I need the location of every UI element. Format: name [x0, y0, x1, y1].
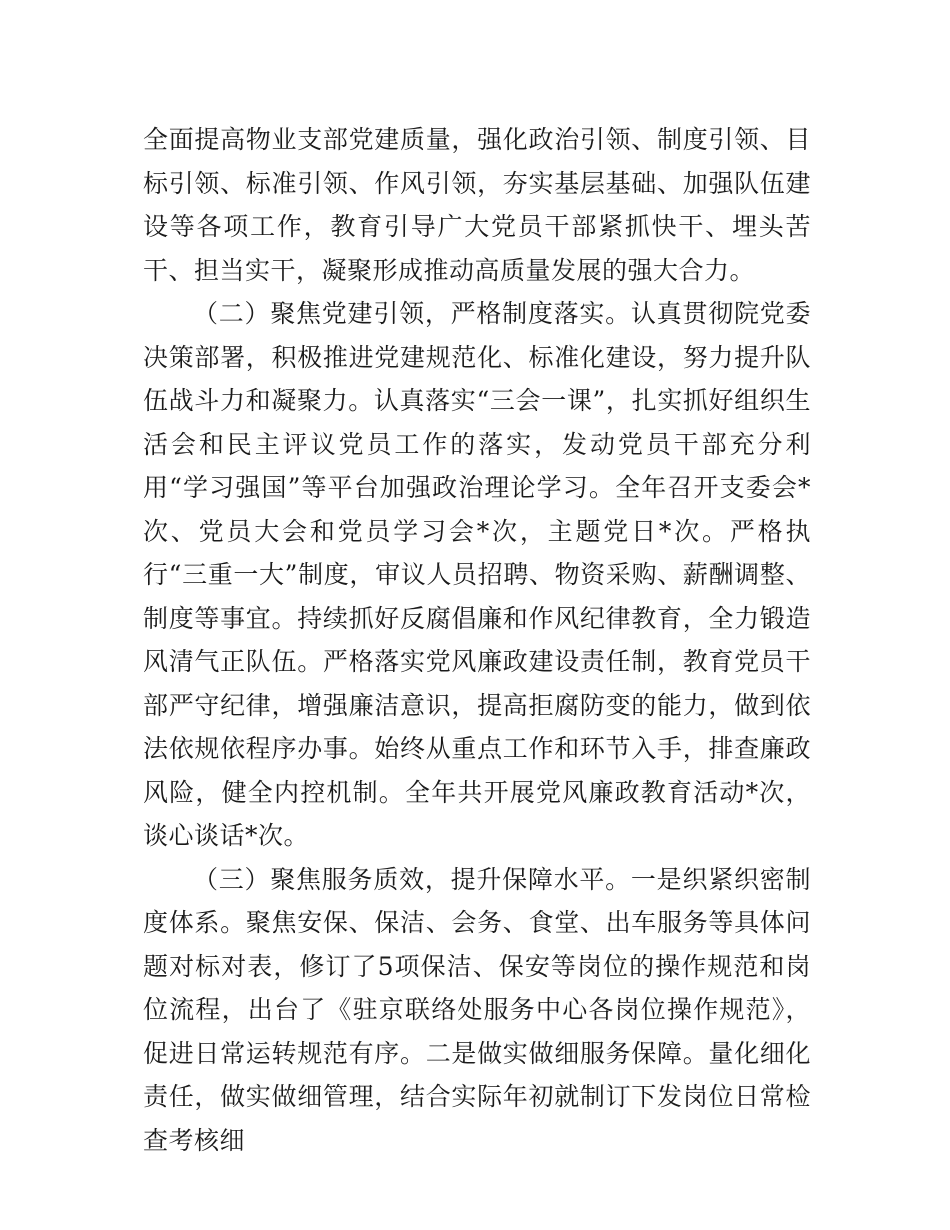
- paragraph-section-two: （二）聚焦党建引领，严格制度落实。认真贯彻院党委决策部署，积极推进党建规范化、标准化建设，努力提升队伍战斗力和凝聚力。认真落实“三会一课”，扎实抓好组织生活会和民主评议党员工作的落实，发动党员干部充分利用“学习强国”等平台加强政治理论学习。全年召开支委会*次、党员大会和党员学习会*次，主题党日*次。严格执行“三重一大”制度，审议人员招聘、物资采购、薪酬调整、制度等事宜。持续抓好反腐倡廉和作风纪律教育，全力锻造风清气正队伍。严格落实党风廉政建设责任制，教育党员干部严守纪律，增强廉洁意识，提高拒腐防变的能力，做到依法依规依程序办事。始终从重点工作和环节入手，排查廉政风险，健全内控机制。全年共开展党风廉政教育活动*次，谈心谈话*次。: [143, 299, 811, 850]
- document-body: [143, 118, 811, 1162]
- paragraph-continuation: 全面提高物业支部党建质量，强化政治引领、制度引领、目标引领、标准引领、作风引领，夯实基层基础、加强队伍建设等各项工作，教育引导广大党员干部紧抓快干、埋头苦干、担当实干，凝聚形成推动高质量发展的强大合力。: [143, 125, 811, 285]
- paragraph-section-three: （三）聚焦服务质效，提升保障水平。一是织紧织密制度体系。聚焦安保、保洁、会务、食堂、出车服务等具体问题对标对表，修订了5项保洁、保安等岗位的操作规范和岗位流程，出台了《驻京联络处服务中心各岗位操作规范》，促进日常运转规范有序。二是做实做细服务保障。量化细化责任，做实做细管理，结合实际年初就制订下发岗位日常检查考核细: [143, 864, 811, 1155]
